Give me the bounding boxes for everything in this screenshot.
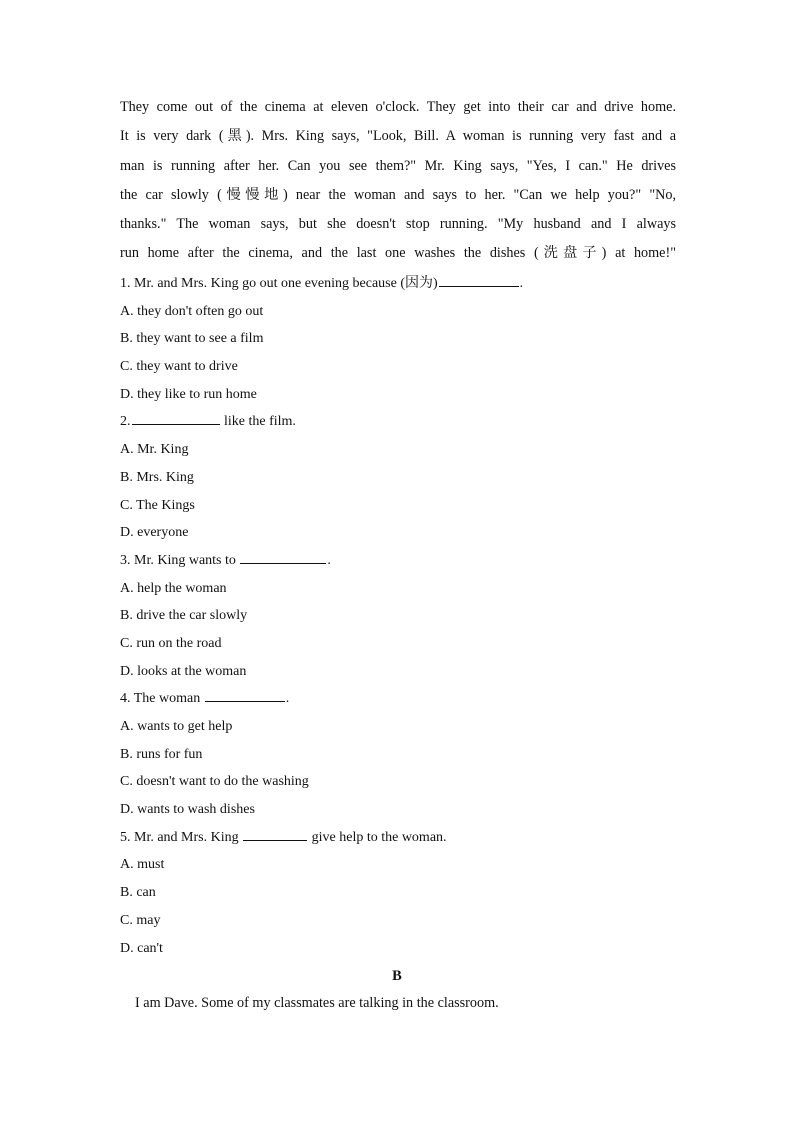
question-stem-1 [120,270,676,298]
reading-passage [120,93,676,269]
option-1c: C. they want to drive [120,359,238,375]
passage-line: It is very dark (黑). Mrs. King says, "Look, Bill. A woman is running very fast and a [120,128,676,145]
option-5d: D. can't [120,940,163,956]
question-list [120,270,676,962]
section-b-first-line: I am Dave. Some of my classmates are talking in the classroom. [135,995,499,1011]
option-2b: B. Mrs. King [120,469,194,485]
question-stem-2 [120,408,676,436]
question-text: . [327,552,331,568]
question-stem-4 [120,685,676,713]
passage-line: man is running after her. Can you see them?" Mr. King says, "Yes, I can." He drives [120,157,676,174]
option-3c: C. run on the road [120,635,222,651]
option-3a: A. help the woman [120,580,227,596]
section-heading: B [392,968,402,984]
option-1b: B. they want to see a film [120,331,264,347]
answer-blank [439,272,519,287]
option-4c: C. doesn't want to do the washing [120,774,309,790]
passage-line: They come out of the cinema at eleven o'clock. They get into their car and drive home. [120,99,676,115]
option-2d: D. everyone [120,525,189,541]
question-text: 1. Mr. and Mrs. King go out one evening because (因为) [120,276,438,291]
option-3b: B. drive the car slowly [120,608,248,624]
answer-blank [132,410,220,425]
question-text: like the film. [220,414,296,430]
passage-line: thanks." The woman says, but she doesn't stop running. "My husband and I always [120,216,676,233]
option-4b: B. runs for fun [120,746,203,762]
question-stem-3 [120,547,676,575]
answer-blank [240,549,326,564]
passage-line: run home after the cinema, and the last one washes the dishes (洗盘子) at home!" [120,245,676,262]
option-4a: A. wants to get help [120,719,233,734]
answer-blank [205,687,285,702]
option-3d: D. looks at the woman [120,663,247,679]
question-text: 4. The woman [120,691,204,707]
option-5a: A. must [120,857,165,873]
question-text: . [285,691,290,707]
option-1a: A. they don't often go out [120,303,264,319]
option-2c: C. The Kings [120,497,195,513]
question-text: 2. [120,414,131,430]
question-text: 5. Mr. and Mrs. King [120,829,243,845]
option-1d: D. they like to run home [120,386,257,402]
question-text: . [519,276,524,291]
answer-blank [243,826,307,841]
question-stem-5 [120,824,676,852]
question-text: 3. Mr. King wants to [120,552,240,568]
option-2a: A. Mr. King [120,442,189,458]
option-5b: B. can [120,885,156,901]
option-5c: C. may [120,912,161,928]
option-4d: D. wants to wash dishes [120,802,255,818]
passage-line: the car slowly (慢慢地) near the woman and says to her. "Can we help you?" "No, [120,186,676,203]
question-text: give help to the woman. [308,829,447,845]
